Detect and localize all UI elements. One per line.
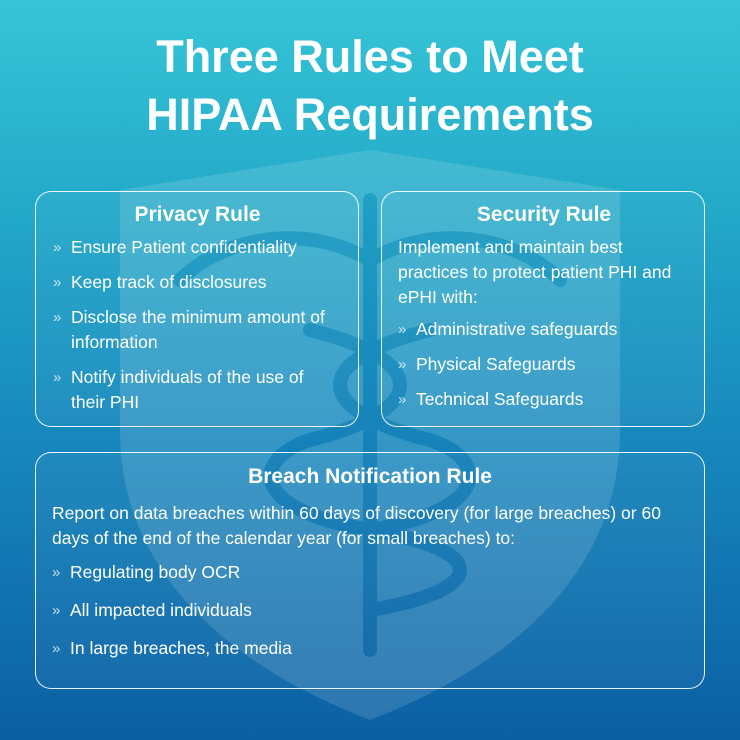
privacy-rule-title: Privacy Rule [134,203,261,226]
security-rule-card [381,191,705,427]
chevron-double-right-icon: » [53,309,62,326]
breach-notification-rule-card [35,452,705,689]
list-item [398,317,690,342]
security-rule-intro: Implement and maintain best practices to protect patient PHI and ePHI with: [398,237,672,307]
list-item [52,636,688,661]
list-item [52,598,688,623]
list-item [52,560,688,585]
privacy-rule-list [53,235,342,415]
list-item-text: In large breaches, the media [70,638,292,658]
list-item-text: Regulating body OCR [70,562,241,582]
list-item-text: Technical Safeguards [416,389,584,409]
breach-notification-rule-list [52,560,688,661]
list-item-text: Ensure Patient confidentiality [71,237,297,257]
breach-notification-rule-title: Breach Notification Rule [248,465,492,488]
list-item-text: Notify individuals of the use of their PHI [71,367,304,412]
chevron-double-right-icon: » [52,602,61,619]
list-item [398,387,690,412]
privacy-rule-card [35,191,359,427]
page-title-line-2: HIPAA Requirements [146,89,594,140]
chevron-double-right-icon: » [52,564,61,581]
page-title [0,28,740,144]
list-item-text: Administrative safeguards [416,319,618,339]
chevron-double-right-icon: » [53,369,62,386]
chevron-double-right-icon: » [53,239,62,256]
chevron-double-right-icon: » [53,274,62,291]
list-item-text: Disclose the minimum amount of information [71,307,325,352]
chevron-double-right-icon: » [52,640,61,657]
security-rule-title: Security Rule [476,203,612,226]
list-item [398,352,690,377]
list-item [53,235,342,260]
list-item [53,365,342,415]
list-item [53,270,342,295]
chevron-double-right-icon: » [398,391,407,408]
security-rule-list [398,317,690,412]
list-item-text: Physical Safeguards [416,354,576,374]
list-item [53,305,342,355]
page-title-line-1: Three Rules to Meet [156,31,584,82]
chevron-double-right-icon: » [398,356,407,373]
list-item-text: All impacted individuals [70,600,252,620]
chevron-double-right-icon: » [398,321,407,338]
breach-notification-rule-intro: Report on data breaches within 60 days of discovery (for large breaches) or 60 days of the end of the calendar year (for small breaches) to: [52,503,661,548]
list-item-text: Keep track of disclosures [71,272,267,292]
